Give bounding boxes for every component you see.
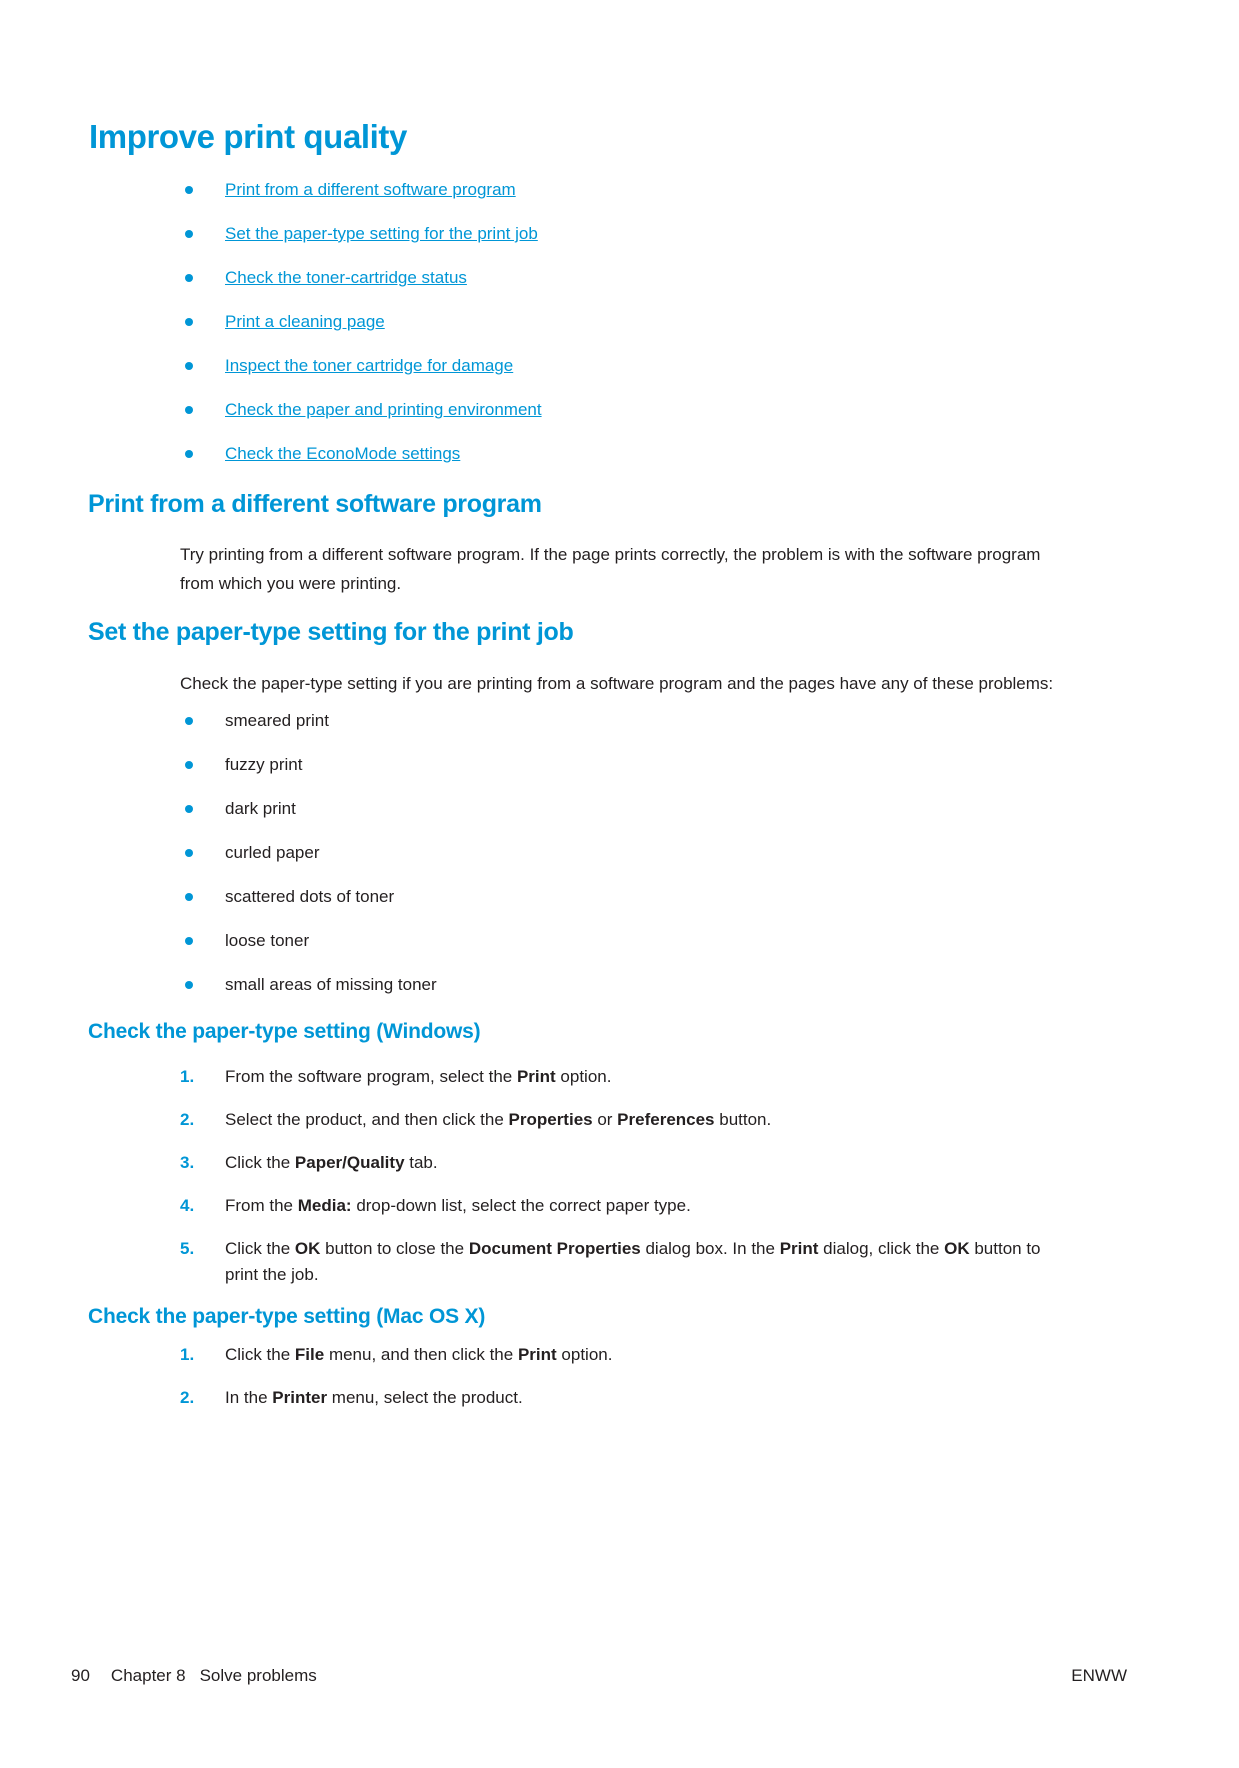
toc-link-inspect-cartridge[interactable]: Inspect the toner cartridge for damage xyxy=(225,356,514,375)
document-page xyxy=(0,118,1239,1768)
section-intro-paper-type: Check the paper-type setting if you are printing from a software program and the pages have any of these problems: xyxy=(180,674,1054,693)
subsection-heading-windows: Check the paper-type setting (Windows) xyxy=(88,1020,481,1043)
problem-item: curled paper xyxy=(185,844,1239,862)
step-number: 4. xyxy=(180,1196,195,1215)
toc-item xyxy=(185,181,1239,199)
step-text: In the Printer menu, select the product. xyxy=(225,1388,523,1407)
toc-link-toner-cartridge-status[interactable]: Check the toner-cartridge status xyxy=(225,268,467,287)
problem-item: loose toner xyxy=(185,932,1239,950)
step-item xyxy=(180,1193,1239,1219)
page-title: Improve print quality xyxy=(89,118,407,155)
section-heading-different-program: Print from a different software program xyxy=(88,490,542,518)
step-item xyxy=(180,1150,1239,1176)
mac-steps-list xyxy=(0,1342,1239,1411)
bullet-icon xyxy=(185,981,193,989)
step-number: 2. xyxy=(180,1388,195,1407)
toc-item xyxy=(185,401,1239,419)
toc-list xyxy=(185,181,1239,463)
section-heading-paper-type: Set the paper-type setting for the print job xyxy=(88,618,574,646)
step-item xyxy=(180,1107,1239,1133)
toc-item xyxy=(185,269,1239,287)
footer-region-label: ENWW xyxy=(1071,1666,1127,1685)
step-text: Click the OK button to close the Document Properties dialog box. In the Print dialog, click the OK button to print the job. xyxy=(225,1239,1041,1284)
toc-link-economode-settings[interactable]: Check the EconoMode settings xyxy=(225,444,461,463)
step-text: Click the File menu, and then click the Print option. xyxy=(225,1345,613,1364)
step-number: 1. xyxy=(180,1345,195,1364)
bullet-icon xyxy=(185,230,193,238)
toc-link-print-different-program[interactable]: Print from a different software program xyxy=(225,180,516,199)
bullet-icon xyxy=(185,849,193,857)
bullet-icon xyxy=(185,318,193,326)
step-item xyxy=(180,1342,1239,1368)
bullet-icon xyxy=(185,805,193,813)
step-item xyxy=(180,1064,1239,1090)
problem-item: dark print xyxy=(185,800,1239,818)
bullet-icon xyxy=(185,937,193,945)
problem-item: fuzzy print xyxy=(185,756,1239,774)
toc-item xyxy=(185,357,1239,375)
section-body-different-program: Try printing from a different software program. If the page prints correctly, the problem is with the software program from which you were printing. xyxy=(180,545,1041,593)
windows-steps-list xyxy=(0,1064,1239,1288)
step-text: From the software program, select the Print option. xyxy=(225,1067,612,1086)
bullet-icon xyxy=(185,450,193,458)
subsection-heading-mac: Check the paper-type setting (Mac OS X) xyxy=(88,1305,486,1328)
bullet-icon xyxy=(185,761,193,769)
toc-link-cleaning-page[interactable]: Print a cleaning page xyxy=(225,312,385,331)
bullet-icon xyxy=(185,274,193,282)
bullet-icon xyxy=(185,717,193,725)
step-number: 2. xyxy=(180,1110,195,1129)
problem-list xyxy=(185,712,1239,994)
problem-item: small areas of missing toner xyxy=(185,976,1239,994)
step-item xyxy=(180,1236,1239,1288)
toc-link-paper-environment[interactable]: Check the paper and printing environment xyxy=(225,400,542,419)
step-number: 5. xyxy=(180,1239,195,1258)
footer-chapter-title: Solve problems xyxy=(199,1666,317,1685)
step-text: Click the Paper/Quality tab. xyxy=(225,1153,438,1172)
toc-item xyxy=(185,313,1239,331)
bullet-icon xyxy=(185,893,193,901)
footer-left xyxy=(71,1666,317,1686)
footer-chapter-label: Chapter 8 xyxy=(110,1666,186,1685)
bullet-icon xyxy=(185,406,193,414)
problem-item: scattered dots of toner xyxy=(185,888,1239,906)
step-number: 1. xyxy=(180,1067,195,1086)
page-footer xyxy=(71,1666,1127,1686)
toc-item xyxy=(185,445,1239,463)
toc-item xyxy=(185,225,1239,243)
toc-link-paper-type-setting[interactable]: Set the paper-type setting for the print job xyxy=(225,224,538,243)
step-text: From the Media: drop-down list, select the correct paper type. xyxy=(225,1196,691,1215)
problem-item: smeared print xyxy=(185,712,1239,730)
bullet-icon xyxy=(185,362,193,370)
bullet-icon xyxy=(185,186,193,194)
step-number: 3. xyxy=(180,1153,195,1172)
step-item xyxy=(180,1385,1239,1411)
step-text: Select the product, and then click the Properties or Preferences button. xyxy=(225,1110,772,1129)
footer-page-number: 90 xyxy=(71,1666,90,1685)
